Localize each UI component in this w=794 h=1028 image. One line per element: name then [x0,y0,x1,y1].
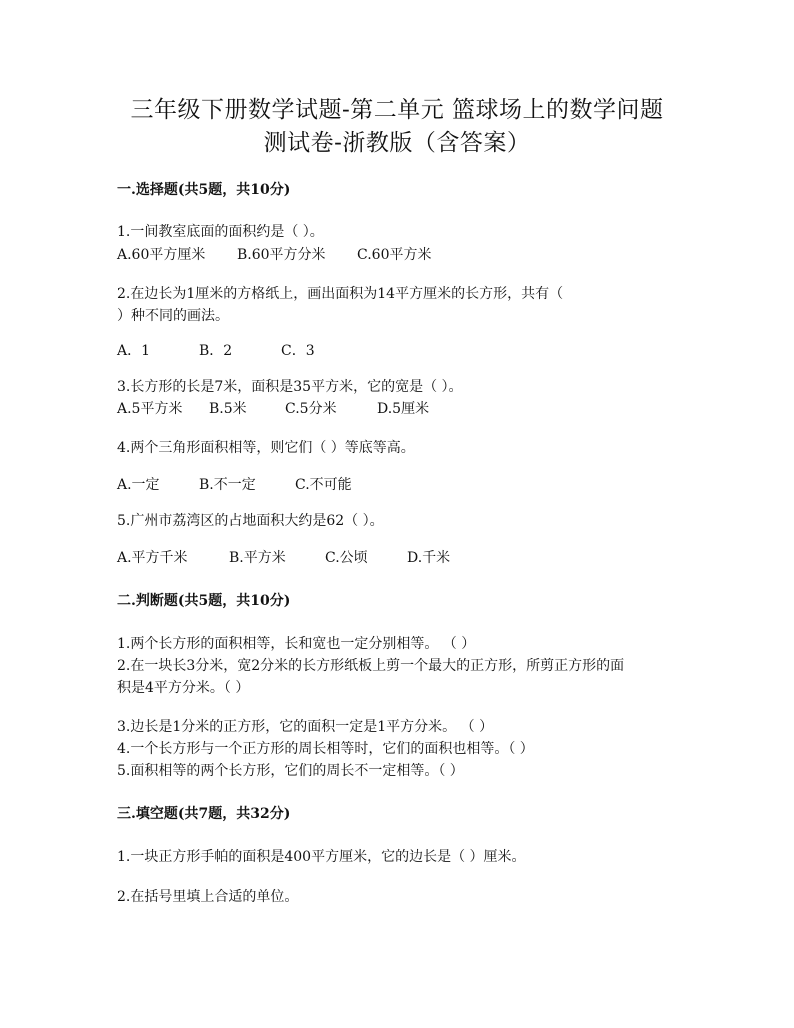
option-d: D.千米 [407,550,451,566]
option-c: C．3 [281,343,315,359]
judge-question-2-line-2: 积是4平方分米。（ ） [117,680,250,696]
judge-question-3: 3.边长是1分米的正方形，它的面积一定是1平方分米。 （ ） [117,719,494,735]
choice-question-2-options [117,341,315,361]
option-c: C.5分米 [285,401,337,417]
choice-question-4: 4.两个三角形面积相等，则它们（ ）等底等高。 [117,440,415,456]
section-heading-choice: 一.选择题(共5题，共10分) [117,182,291,198]
choice-question-5-options [117,548,450,568]
judge-question-2-line-1: 2.在一块长3分米，宽2分米的长方形纸板上剪一个最大的正方形，所剪正方形的面 [117,658,625,674]
option-b: B.平方米 [229,550,286,566]
judge-question-4: 4.一个长方形与一个正方形的周长相等时，它们的面积也相等。（ ） [117,741,534,757]
section-heading-judge: 二.判断题(共5题，共10分) [117,593,291,609]
option-a: A．1 [117,343,151,359]
option-a: A.5平方米 [117,401,183,417]
option-b: B．2 [199,343,233,359]
fill-question-1: 1.一块正方形手帕的面积是400平方厘米，它的边长是（ ）厘米。 [117,849,526,865]
page-title-line-1: 三年级下册数学试题-第二单元 篮球场上的数学问题 [130,97,664,123]
choice-question-1: 1.一间教室底面的面积约是（ ）。 [117,224,324,240]
choice-question-1-options [117,245,431,265]
option-c: C.60平方米 [357,247,432,263]
option-a: A.一定 [117,477,160,493]
choice-question-3-options [117,399,429,419]
choice-question-2-line-1: 2.在边长为1厘米的方格纸上，画出面积为14平方厘米的长方形，共有（ [117,286,564,302]
judge-question-1: 1.两个长方形的面积相等，长和宽也一定分别相等。 （ ） [117,636,476,652]
section-heading-fill: 三.填空题(共7题，共32分) [117,806,291,822]
option-b: B.5米 [209,401,247,417]
judge-question-5: 5.面积相等的两个长方形，它们的周长不一定相等。（ ） [117,763,464,779]
option-c: C.公顷 [325,550,368,566]
option-b: B.60平方分米 [237,247,326,263]
choice-question-2-line-2: ）种不同的画法。 [117,308,229,324]
option-a: A.平方千米 [117,550,188,566]
choice-question-4-options [117,475,352,495]
choice-question-3: 3.长方形的长是7米，面积是35平方米，它的宽是（ ）。 [117,379,463,395]
choice-question-5: 5.广州市荔湾区的占地面积大约是62（ ）。 [117,513,384,529]
option-a: A.60平方厘米 [117,247,206,263]
option-d: D.5厘米 [377,401,430,417]
option-b: B.不一定 [199,477,256,493]
option-c: C.不可能 [295,477,352,493]
fill-question-2: 2.在括号里填上合适的单位。 [117,889,299,905]
page-title-line-2: 测试卷-浙教版（含答案） [263,130,531,156]
